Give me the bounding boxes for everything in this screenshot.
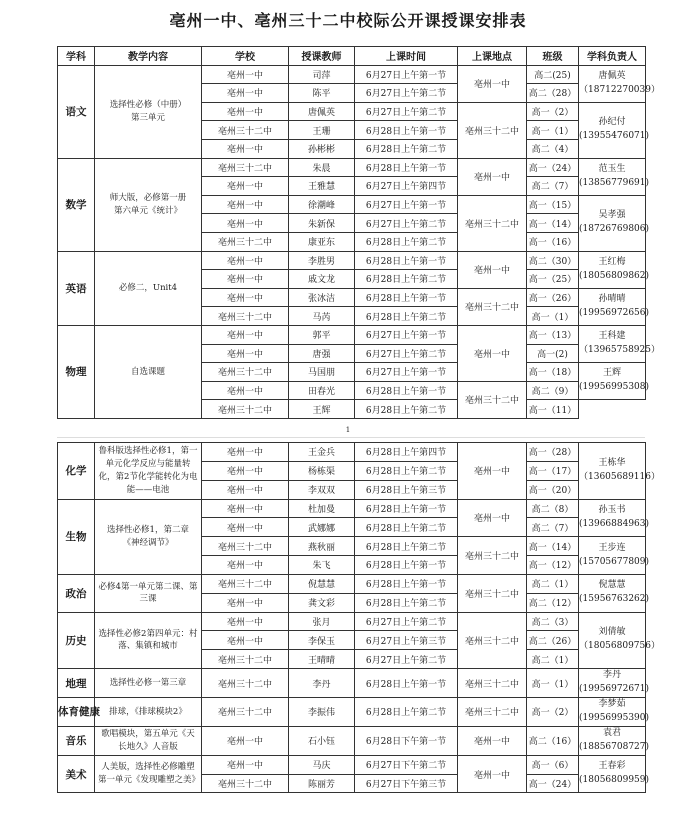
teacher-cell: 陈丽芳 <box>289 774 355 793</box>
school-cell: 亳州一中 <box>202 65 289 84</box>
time-cell: 6月28日上午第二节 <box>355 232 458 251</box>
teacher-cell: 张冰洁 <box>289 288 355 307</box>
class-cell: 高一（1） <box>527 307 579 326</box>
teacher-cell: 王金兵 <box>289 443 355 462</box>
table-row <box>58 698 646 727</box>
table-row <box>58 612 646 631</box>
teaching-content: 自选课题 <box>95 325 202 418</box>
teacher-cell: 朱晨 <box>289 158 355 177</box>
school-cell: 亳州一中 <box>202 288 289 307</box>
class-cell: 高一（25） <box>527 270 579 289</box>
header-time: 上课时间 <box>355 47 458 66</box>
teaching-content: 必修二，Unit4 <box>95 251 202 325</box>
school-cell: 亳州一中 <box>202 381 289 400</box>
page-title: 亳州一中、亳州三十二中校际公开课授课安排表 <box>169 11 527 30</box>
location-cell: 亳州三十二中 <box>458 537 527 575</box>
teacher-cell: 田春光 <box>289 381 355 400</box>
class-cell: 高二（7） <box>527 518 579 537</box>
table-row <box>58 726 646 755</box>
table-row <box>58 251 646 270</box>
teacher-cell: 龚文彩 <box>289 593 355 612</box>
school-cell: 亳州三十二中 <box>202 574 289 593</box>
school-cell: 亳州一中 <box>202 214 289 233</box>
class-cell: 高一（1） <box>527 121 579 140</box>
subject-name: 地理 <box>58 669 95 698</box>
class-cell: 高二（7） <box>527 177 579 196</box>
teaching-content: 选择性必修一第三章 <box>95 669 202 698</box>
teacher-cell: 杨栋渠 <box>289 461 355 480</box>
class-cell: 高一（11） <box>527 400 579 419</box>
teaching-content: 师大版，必修第一册 第六单元《统计》 <box>95 158 202 251</box>
time-cell: 6月28日上午第一节 <box>355 499 458 518</box>
teacher-cell: 石小钰 <box>289 726 355 755</box>
table-row <box>58 574 646 593</box>
class-cell: 高一（14） <box>527 214 579 233</box>
responsible-cell: 王步连 (15705677809) <box>579 537 646 575</box>
time-cell: 6月28日上午第四节 <box>355 443 458 462</box>
teaching-content: 选择性必修1，第二章 《神经调节》 <box>95 499 202 574</box>
page-number: 1 <box>345 426 351 434</box>
location-cell: 亳州三十二中 <box>458 669 527 698</box>
teaching-content: 歌唱模块，第五单元《天长地久》人音版 <box>95 726 202 755</box>
school-cell: 亳州三十二中 <box>202 307 289 326</box>
time-cell: 6月28日上午第二节 <box>355 461 458 480</box>
class-cell: 高二（3） <box>527 612 579 631</box>
table-row <box>58 158 646 177</box>
time-cell: 6月27日上午第二节 <box>355 84 458 103</box>
teacher-cell: 唐强 <box>289 344 355 363</box>
header-school: 学校 <box>202 47 289 66</box>
teacher-cell: 马芮 <box>289 307 355 326</box>
location-cell: 亳州一中 <box>458 726 527 755</box>
school-cell: 亳州三十二中 <box>202 669 289 698</box>
location-cell: 亳州三十二中 <box>458 288 527 325</box>
time-cell: 6月27日上午第一节 <box>355 363 458 382</box>
teacher-cell: 朱新保 <box>289 214 355 233</box>
time-cell: 6月27日上午第二节 <box>355 612 458 631</box>
teacher-cell: 陈平 <box>289 84 355 103</box>
time-cell: 6月27日下午第三节 <box>355 774 458 793</box>
responsible-cell: 刘倩敏 （18056809756） <box>579 612 646 669</box>
table-row <box>58 755 646 774</box>
teaching-content: 排球，《排球模块2》 <box>95 698 202 727</box>
school-cell: 亳州一中 <box>202 726 289 755</box>
table-row <box>58 325 646 344</box>
class-cell: 高一（2） <box>527 102 579 121</box>
school-cell: 亳州三十二中 <box>202 158 289 177</box>
class-cell: 高一（17） <box>527 461 579 480</box>
location-cell: 亳州一中 <box>458 499 527 537</box>
school-cell: 亳州一中 <box>202 139 289 158</box>
responsible-cell: 王科建 （13965758925） <box>579 325 646 362</box>
responsible-cell: 王春彩 (18056809959) <box>579 755 646 793</box>
teacher-cell: 李双双 <box>289 480 355 499</box>
teacher-cell: 郭平 <box>289 325 355 344</box>
time-cell: 6月28日上午第二节 <box>355 139 458 158</box>
class-cell: 高一（24） <box>527 774 579 793</box>
responsible-cell: 王红梅 (18056809862) <box>579 251 646 288</box>
school-cell: 亳州一中 <box>202 556 289 575</box>
teacher-cell: 马庆 <box>289 755 355 774</box>
subject-name: 化学 <box>58 443 95 500</box>
time-cell: 6月28日上午第一节 <box>355 288 458 307</box>
class-cell: 高二（9） <box>527 381 579 400</box>
school-cell: 亳州一中 <box>202 755 289 774</box>
class-cell: 高二（12） <box>527 593 579 612</box>
school-cell: 亳州一中 <box>202 195 289 214</box>
header-row <box>58 47 646 66</box>
responsible-cell: 王栋华 （13605689116） <box>579 443 646 500</box>
header-location: 上课地点 <box>458 47 527 66</box>
teaching-content: 鲁科版选择性必修1，第一单元化学反应与能量转化，第2节化学能转化为电能——电池 <box>95 443 202 500</box>
time-cell: 6月27日上午第四节 <box>355 177 458 196</box>
school-cell: 亳州一中 <box>202 102 289 121</box>
school-cell: 亳州三十二中 <box>202 774 289 793</box>
school-cell: 亳州一中 <box>202 270 289 289</box>
class-cell: 高二（4） <box>527 139 579 158</box>
location-cell: 亳州三十二中 <box>458 698 527 727</box>
header-class: 班级 <box>527 47 579 66</box>
subject-name: 英语 <box>58 251 95 325</box>
school-cell: 亳州一中 <box>202 480 289 499</box>
class-cell: 高二（16） <box>527 726 579 755</box>
responsible-cell: 孙玉书 (13966884963) <box>579 499 646 537</box>
teacher-cell: 杜加曼 <box>289 499 355 518</box>
school-cell: 亳州三十二中 <box>202 232 289 251</box>
subject-name: 政治 <box>58 574 95 612</box>
responsible-cell: 王辉 (19956995308) <box>579 363 646 400</box>
teacher-cell: 徐潮峰 <box>289 195 355 214</box>
teacher-cell: 李保玉 <box>289 631 355 650</box>
time-cell: 6月28日上午第一节 <box>355 381 458 400</box>
class-cell: 高一（13） <box>527 325 579 344</box>
table-row <box>58 443 646 462</box>
class-cell: 高一（15） <box>527 195 579 214</box>
location-cell: 亳州三十二中 <box>458 102 527 158</box>
responsible-cell: 孙纪付 (13955476071) <box>579 102 646 158</box>
class-cell: 高二（30） <box>527 251 579 270</box>
class-cell: 高一（28） <box>527 443 579 462</box>
class-cell: 高二（1） <box>527 650 579 669</box>
time-cell: 6月28日上午第二节 <box>355 518 458 537</box>
school-cell: 亳州一中 <box>202 461 289 480</box>
time-cell: 6月28日上午第二节 <box>355 400 458 419</box>
class-cell: 高一（26） <box>527 288 579 307</box>
location-cell: 亳州一中 <box>458 443 527 500</box>
class-cell: 高一（6） <box>527 755 579 774</box>
time-cell: 6月28日上午第一节 <box>355 251 458 270</box>
class-cell: 高一（12） <box>527 556 579 575</box>
responsible-cell: 唐佩英 （18712270039） <box>579 65 646 102</box>
responsible-cell: 范玉生 (13856779691) <box>579 158 646 195</box>
time-cell: 6月28日上午第一节 <box>355 556 458 575</box>
time-cell: 6月27日上午第二节 <box>355 102 458 121</box>
class-cell: 高一（20） <box>527 480 579 499</box>
location-cell: 亳州三十二中 <box>458 612 527 669</box>
teacher-cell: 张月 <box>289 612 355 631</box>
teaching-content: 人美版，选择性必修雕塑第一单元《发现雕塑之美》 <box>95 755 202 793</box>
header-content: 教学内容 <box>95 47 202 66</box>
teacher-cell: 王珊 <box>289 121 355 140</box>
class-cell: 高二（26） <box>527 631 579 650</box>
time-cell: 6月27日上午第一节 <box>355 195 458 214</box>
time-cell: 6月27日上午第一节 <box>355 325 458 344</box>
school-cell: 亳州一中 <box>202 499 289 518</box>
school-cell: 亳州一中 <box>202 518 289 537</box>
responsible-cell: 吴孝强 (18726769806) <box>579 195 646 251</box>
teacher-cell: 王辉 <box>289 400 355 419</box>
teacher-cell: 马国朋 <box>289 363 355 382</box>
teacher-cell: 武娜娜 <box>289 518 355 537</box>
teaching-content: 必修4第一单元第二课、第三课 <box>95 574 202 612</box>
subject-name: 体育健康 <box>58 698 95 727</box>
class-cell: 高一(2) <box>527 344 579 363</box>
time-cell: 6月27日上午第二节 <box>355 650 458 669</box>
school-cell: 亳州三十二中 <box>202 650 289 669</box>
location-cell: 亳州一中 <box>458 251 527 288</box>
school-cell: 亳州三十二中 <box>202 698 289 727</box>
time-cell: 6月27日下午第二节 <box>355 755 458 774</box>
class-cell: 高一（14） <box>527 537 579 556</box>
page-divider <box>57 437 645 438</box>
teaching-content: 选择性必修（中册） 第三单元 <box>95 65 202 158</box>
teacher-cell: 戚文龙 <box>289 270 355 289</box>
time-cell: 6月28日上午第一节 <box>355 121 458 140</box>
school-cell: 亳州三十二中 <box>202 400 289 419</box>
subject-name: 美术 <box>58 755 95 793</box>
school-cell: 亳州一中 <box>202 443 289 462</box>
table-row <box>58 65 646 84</box>
school-cell: 亳州一中 <box>202 177 289 196</box>
subject-name: 物理 <box>58 325 95 418</box>
school-cell: 亳州一中 <box>202 344 289 363</box>
time-cell: 6月28日上午第二节 <box>355 537 458 556</box>
school-cell: 亳州三十二中 <box>202 363 289 382</box>
responsible-cell: 李丹 (19956972671) <box>579 669 646 698</box>
table-row <box>58 499 646 518</box>
location-cell: 亳州一中 <box>458 755 527 793</box>
header-teacher: 授课教师 <box>289 47 355 66</box>
header-responsible: 学科负责人 <box>579 47 646 66</box>
subject-name: 生物 <box>58 499 95 574</box>
school-cell: 亳州三十二中 <box>202 121 289 140</box>
teacher-cell: 燕秋丽 <box>289 537 355 556</box>
class-cell: 高一（1） <box>527 669 579 698</box>
time-cell: 6月28日上午第三节 <box>355 480 458 499</box>
subject-name: 语文 <box>58 65 95 158</box>
schedule-table-part-2 <box>57 442 660 793</box>
school-cell: 亳州一中 <box>202 325 289 344</box>
class-cell: 高二（8） <box>527 499 579 518</box>
subject-name: 数学 <box>58 158 95 251</box>
teacher-cell: 王雅慧 <box>289 177 355 196</box>
school-cell: 亳州一中 <box>202 631 289 650</box>
school-cell: 亳州一中 <box>202 251 289 270</box>
time-cell: 6月28日上午第二节 <box>355 698 458 727</box>
responsible-cell: 倪慧慧 (15956763262) <box>579 574 646 612</box>
class-cell: 高一（24） <box>527 158 579 177</box>
teacher-cell: 李丹 <box>289 669 355 698</box>
teacher-cell: 倪慧慧 <box>289 574 355 593</box>
class-cell: 高二（1） <box>527 574 579 593</box>
location-cell: 亳州一中 <box>458 158 527 195</box>
school-cell: 亳州一中 <box>202 593 289 612</box>
responsible-cell: 李梦茹 (19956995390) <box>579 698 646 727</box>
header-subject: 学科 <box>58 47 95 66</box>
teacher-cell: 王晴晴 <box>289 650 355 669</box>
class-cell: 高二(25) <box>527 65 579 84</box>
location-cell: 亳州三十二中 <box>458 574 527 612</box>
time-cell: 6月28日上午第一节 <box>355 669 458 698</box>
schedule-table-part-1 <box>57 46 660 419</box>
location-cell: 亳州一中 <box>458 65 527 102</box>
time-cell: 6月28日下午第一节 <box>355 726 458 755</box>
time-cell: 6月28日上午第一节 <box>355 574 458 593</box>
teacher-cell: 唐佩英 <box>289 102 355 121</box>
time-cell: 6月28日上午第一节 <box>355 158 458 177</box>
table-row <box>58 669 646 698</box>
time-cell: 6月28日上午第二节 <box>355 593 458 612</box>
teacher-cell: 孙彬彬 <box>289 139 355 158</box>
time-cell: 6月27日上午第二节 <box>355 344 458 363</box>
time-cell: 6月27日上午第二节 <box>355 214 458 233</box>
responsible-cell: 孙晴晴 (19956972656) <box>579 288 646 325</box>
class-cell: 高一（2） <box>527 698 579 727</box>
location-cell: 亳州三十二中 <box>458 381 527 418</box>
class-cell: 高二（28） <box>527 84 579 103</box>
teacher-cell: 朱飞 <box>289 556 355 575</box>
teacher-cell: 李胜男 <box>289 251 355 270</box>
school-cell: 亳州一中 <box>202 84 289 103</box>
school-cell: 亳州一中 <box>202 612 289 631</box>
subject-name: 音乐 <box>58 726 95 755</box>
time-cell: 6月27日上午第三节 <box>355 631 458 650</box>
location-cell: 亳州一中 <box>458 325 527 381</box>
location-cell: 亳州三十二中 <box>458 195 527 251</box>
class-cell: 高一（18） <box>527 363 579 382</box>
teacher-cell: 司萍 <box>289 65 355 84</box>
time-cell: 6月27日上午第一节 <box>355 65 458 84</box>
class-cell: 高一（16） <box>527 232 579 251</box>
responsible-cell: 袁君 (18856708727) <box>579 726 646 755</box>
time-cell: 6月28日上午第二节 <box>355 307 458 326</box>
time-cell: 6月28日上午第二节 <box>355 270 458 289</box>
subject-name: 历史 <box>58 612 95 669</box>
school-cell: 亳州三十二中 <box>202 537 289 556</box>
teaching-content: 选择性必修2第四单元：村落、集镇和城市 <box>95 612 202 669</box>
teacher-cell: 李振伟 <box>289 698 355 727</box>
teacher-cell: 康亚东 <box>289 232 355 251</box>
